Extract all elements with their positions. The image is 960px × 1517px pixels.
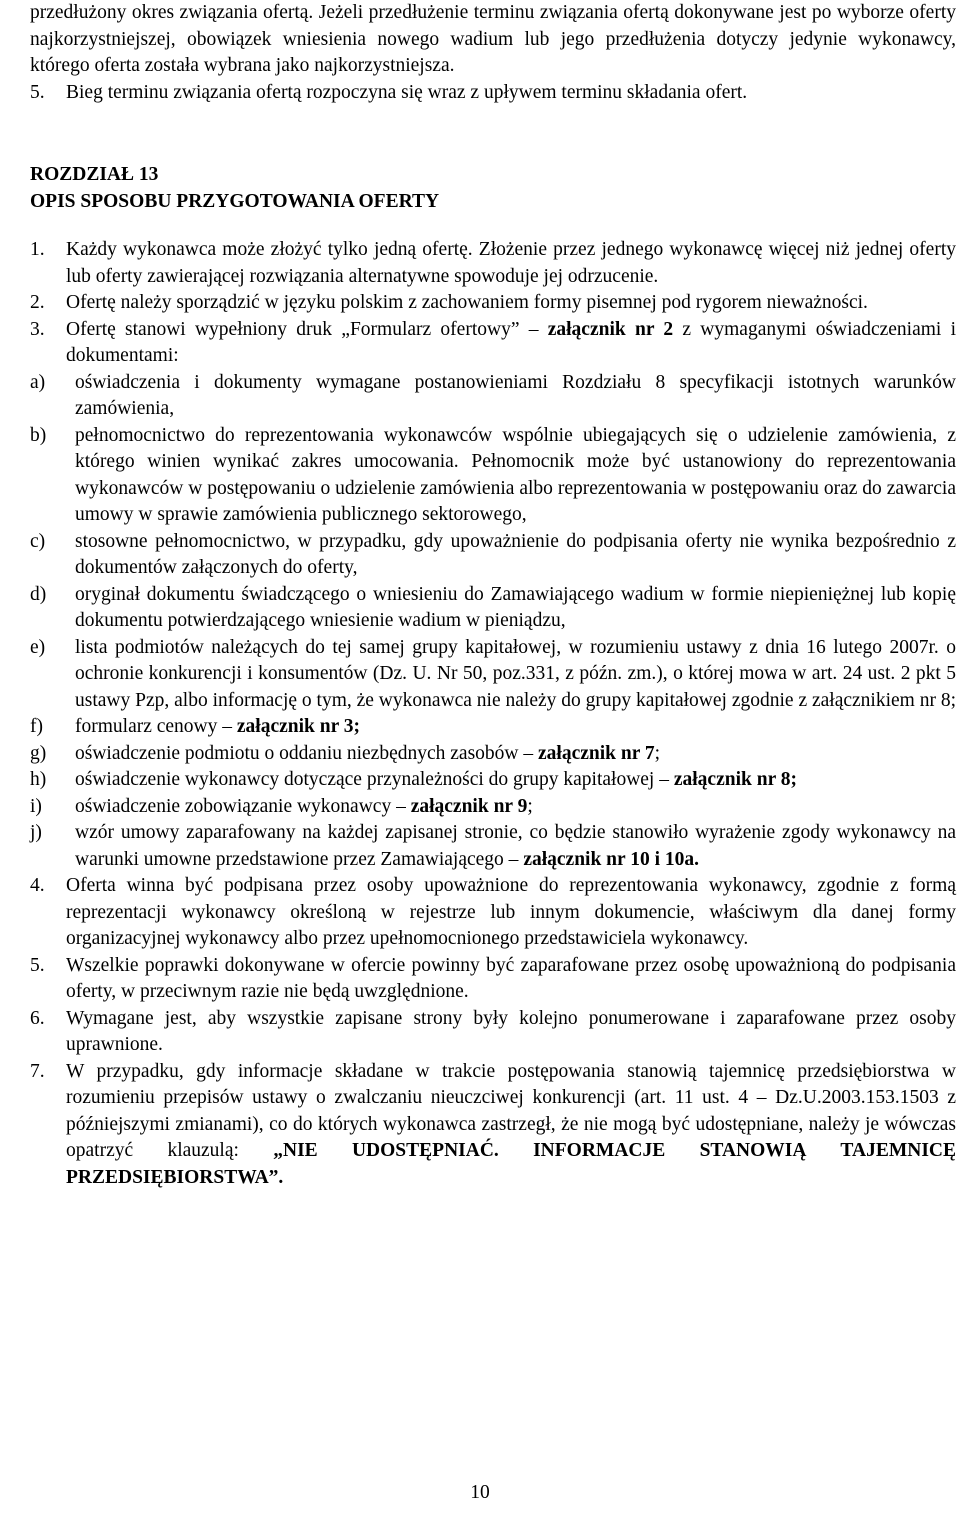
sub-item-text: [75, 767, 956, 794]
attachment-ref: załącznik nr 8;: [673, 769, 797, 790]
sub-item-f: [30, 714, 956, 741]
sub-item-text: lista podmiotów należących do tej samej grupy kapitałowej, w rozumieniu ustawy z dnia 16 lutego 2007r. o ochronie konkurencji i konsumentów (Dz. U. Nr 50, poz.331, z późn. zm.), o której mowa w art. 24 ust. 2 pkt 5 ustawy Pzp, albo informację o tym, że wykonawca nie należy do grupy kapitałowej zgodnie z załącznikiem nr 8;: [75, 636, 956, 711]
sub-item-j: [30, 820, 956, 873]
text-run: oświadczenie podmiotu o oddaniu niezbędnych zasobów –: [75, 742, 539, 764]
text-run: oświadczenie zobowiązanie wykonawcy –: [75, 795, 411, 817]
text-run: z wymaganymi oświadczeniami i dokumentami:: [66, 318, 956, 366]
item-number: 1.: [30, 239, 45, 260]
sub-item-i: [30, 794, 956, 821]
attachment-ref: załącznik nr 2: [547, 318, 674, 340]
sub-item-h: [30, 767, 956, 794]
item-number: 5.: [30, 954, 45, 976]
sub-item-text: pełnomocnictwo do reprezentowania wykonawców wspólnie ubiegających się o udzielenie zamówienia, z którego winien wynikać zakres umocowania. Pełnomocnik może być ustanowiony do reprezentowania wykonawców w postępowaniu o udzielenie zamówienia albo reprezentowania w postępowaniu oraz do zawarcia umowy w sprawie zamówienia publicznego sektorowego,: [75, 424, 956, 525]
list-item-4: [30, 873, 956, 953]
item-text: [66, 317, 956, 370]
text-run: ;: [527, 795, 533, 817]
sub-item-text: [75, 820, 956, 873]
item-text: [66, 1059, 956, 1192]
sub-item-letter: c): [30, 530, 46, 552]
list-item-3: [30, 317, 956, 370]
sub-item-text: oryginał dokumentu świadczącego o wniesieniu do Zamawiającego wadium w formie niepieniężnej lub kopię dokumentu potwierdzającego wniesienie wadium w pieniądzu,: [75, 583, 956, 631]
text-run: W przypadku, gdy informacje składane w trakcie postępowania stanowią tajemnicę przedsiębiorstwa w rozumieniu przepisów ustawy o zwalczaniu nieuczciwej konkurencji (art. 11 ust. 4 – Dz.U.2003.153.1503 z późniejszymi zmianami), co do których wykonawca zastrzegł, że nie mogą być udostępniane, należy je wówczas opatrzyć klauzulą:: [66, 1060, 956, 1161]
attachment-ref: załącznik nr 3;: [236, 716, 361, 737]
list-item-2: [30, 290, 956, 317]
attachment-ref: załącznik nr 10 i 10a.: [523, 848, 699, 870]
item-text: Każdy wykonawca może złożyć tylko jedną ofertę. Złożenie przez jednego wykonawcę więcej niż jednej oferty lub oferty zawierającej rozwiązania alternatywne spowoduje jej odrzucenie.: [66, 239, 956, 287]
item-text: Wymagane jest, aby wszystkie zapisane strony były kolejno ponumerowane i zaparafowane przez osoby uprawnione.: [66, 1007, 956, 1055]
sub-item-letter: j): [30, 822, 42, 843]
page-number: 10: [470, 1482, 490, 1503]
text-run: ;: [654, 742, 661, 764]
attachment-ref: załącznik nr 7: [538, 742, 655, 764]
sub-item-a: [30, 370, 956, 423]
sub-item-e: [30, 635, 956, 715]
item-text: Oferta winna być podpisana przez osoby upoważnione do reprezentowania wykonawcy, zgodnie z formą reprezentacji wykonawcy określoną w rejestrze lub innym dokumencie, właściwym dla danej formy organizacyjnej wykonawcy albo przez upełnomocnionego przedstawiciela wykonawcy.: [66, 875, 956, 949]
paragraph-continuation: przedłużony okres związania ofertą. Jeżeli przedłużenie terminu związania ofertą dokonywane jest po wyborze oferty najkorzystniejszej, obowiązek wniesienia nowego wadium lub jego przedłużenia dotyczy jedynie wykonawcy, którego oferta została wybrana jako najkorzystniejsza.: [30, 2, 956, 76]
item-number: 5.: [30, 81, 45, 103]
sub-item-letter: d): [30, 583, 47, 605]
item-text: Wszelkie poprawki dokonywane w ofercie powinny być zaparafowane przez osobę upoważnioną do podpisania oferty, w przeciwnym razie nie będą uwzględnione.: [66, 954, 956, 1002]
chapter-title: OPIS SPOSOBU PRZYGOTOWANIA OFERTY: [30, 190, 440, 212]
sub-item-letter: b): [30, 424, 47, 446]
text-run: oświadczenie wykonawcy dotyczące przynależności do grupy kapitałowej –: [75, 769, 674, 790]
item-number: 2.: [30, 292, 45, 313]
item-text: Ofertę należy sporządzić w języku polskim z zachowaniem formy pisemnej pod rygorem nieważności.: [66, 292, 868, 313]
item-number: 4.: [30, 875, 45, 896]
text-run: Ofertę stanowi wypełniony druk „Formularz ofertowy” –: [66, 318, 548, 340]
sub-item-b: [30, 423, 956, 529]
sub-item-letter: f): [30, 716, 43, 737]
sub-item-text: oświadczenia i dokumenty wymagane postanowieniami Rozdziału 8 specyfikacji istotnych warunków zamówienia,: [75, 371, 956, 419]
sub-item-letter: a): [30, 371, 46, 393]
sub-item-letter: g): [30, 742, 47, 764]
list-item-1: [30, 237, 956, 290]
list-item-6: [30, 1006, 956, 1059]
confidentiality-clause: „NIE UDOSTĘPNIAĆ. INFORMACJE STANOWIĄ TAJEMNICĘ PRZEDSIĘBIORSTWA”.: [66, 1140, 956, 1188]
sub-item-text: stosowne pełnomocnictwo, w przypadku, gdy upoważnienie do podpisania oferty nie wynika bezpośrednio z dokumentów załączonych do oferty,: [75, 530, 956, 578]
sub-item-letter: e): [30, 636, 46, 658]
text-run: formularz cenowy –: [75, 716, 237, 737]
list-item-5: [30, 953, 956, 1006]
list-item-7: [30, 1059, 956, 1192]
sub-item-text: [75, 741, 956, 768]
item-number: 7.: [30, 1060, 45, 1082]
item-number: 6.: [30, 1007, 45, 1029]
sub-item-text: [75, 794, 956, 821]
sub-item-d: [30, 582, 956, 635]
list-item-5-top: [30, 80, 956, 107]
item-text: Bieg terminu związania ofertą rozpoczyna się wraz z upływem terminu składania ofert.: [66, 81, 748, 103]
document-page: [30, 0, 956, 1191]
sub-item-c: [30, 529, 956, 582]
text-run: wzór umowy zaparafowany na każdej zapisanej stronie, co będzie stanowiło wyrażenie zgody wykonawcy na warunki umowne przedstawione przez Zamawiającego –: [75, 822, 956, 870]
sub-item-letter: h): [30, 769, 47, 790]
attachment-ref: załącznik nr 9: [410, 795, 528, 817]
chapter-number: ROZDZIAŁ 13: [30, 164, 159, 185]
sub-item-text: [75, 714, 956, 741]
sub-item-letter: i): [30, 795, 42, 817]
sub-item-g: [30, 741, 956, 768]
item-number: 3.: [30, 318, 45, 340]
